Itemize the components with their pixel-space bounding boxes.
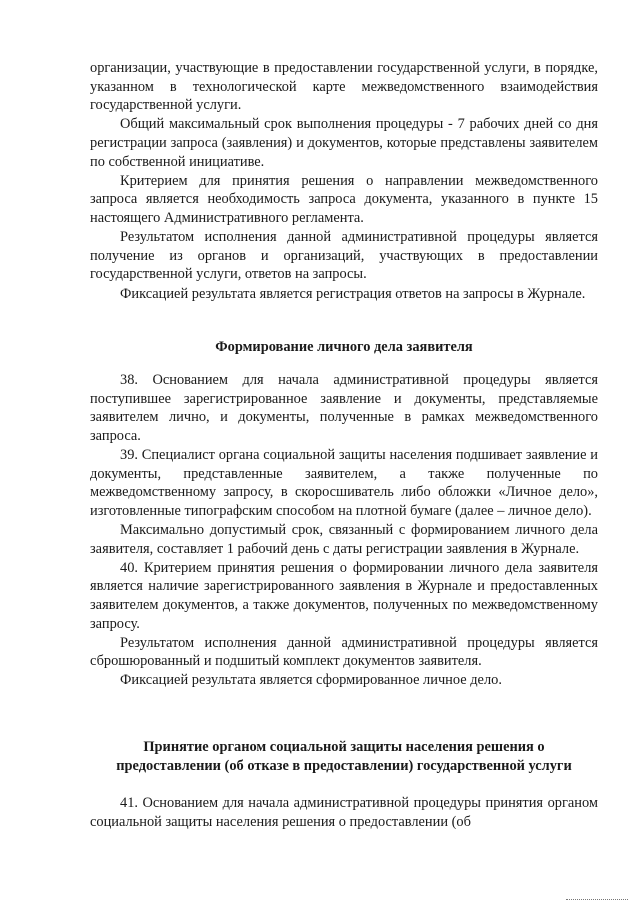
scan-dotted-mark — [566, 899, 628, 901]
section-heading-decision-line-2: предоставлении (об отказе в предоставлении) государственной услуги — [116, 758, 572, 774]
paragraph-41: 41. Основанием для начала административной процедуры принятия органом социальной защиты населения решения о предоставлении (об — [90, 795, 598, 830]
section-heading-decision — [80, 738, 608, 776]
paragraph-40: 40. Критерием принятия решения о формировании личного дела заявителя является наличие зарегистрированного заявления в Журнале и предоставленных заявителем документов, а также документов, полученных по межведомственному запросу. — [90, 559, 598, 632]
section-heading-personal-file: Формирование личного дела заявителя — [215, 339, 473, 355]
personal-file-text-block — [90, 371, 598, 690]
paragraph-38: 38. Основанием для начала административной процедуры является поступившее зарегистрированное заявление и документы, представляемые заявителем лично, и документы, полученные в рамках межведомственного запроса. — [90, 372, 598, 444]
paragraph-personal-file-fixation: Фиксацией результата является сформированное личное дело. — [120, 672, 502, 689]
paragraph-request-result: Результатом исполнения данной административной процедуры является получение из органов и организаций, участвующих в предоставлении государственной услуги, ответов на запросы. — [90, 229, 598, 283]
decision-text-block — [90, 794, 598, 831]
paragraph-personal-file-result: Результатом исполнения данной административной процедуры является сброшюрованный и подшитый комплект документов заявителя. — [90, 634, 598, 670]
intro-text-block — [90, 59, 598, 303]
paragraph-max-term: Максимально допустимый срок, связанный с формированием личного дела заявителя, составляет 1 рабочий день с даты регистрации заявления в Журнале. — [90, 521, 598, 557]
section-heading-decision-line-1: Принятие органом социальной защиты населения решения о — [143, 739, 545, 755]
paragraph-continuation: организации, участвующие в предоставлении государственной услуги, в порядке, указанном в технологической карте межведомственного взаимодействия государственной услуги. — [90, 60, 598, 114]
paragraph-total-term: Общий максимальный срок выполнения процедуры - 7 рабочих дней со дня регистрации запроса (заявления) и документов, которые представлены заявителем по собственной инициативе. — [90, 116, 598, 170]
paragraph-request-fixation: Фиксацией результата является регистрация ответов на запросы в Журнале. — [120, 285, 586, 302]
paragraph-39: 39. Специалист органа социальной защиты населения подшивает заявление и документы, представленные заявителем, а также полученные по межведомственному запросу, в скоросшиватель либо обложки «Личное дело», изготовленные типографским способом на плотной бумаге (далее – личное дело). — [90, 446, 598, 519]
paragraph-request-criterion: Критерием для принятия решения о направлении межведомственного запроса является необходимость запроса документа, указанного в пункте 15 настоящего Административного регламента. — [90, 172, 598, 226]
